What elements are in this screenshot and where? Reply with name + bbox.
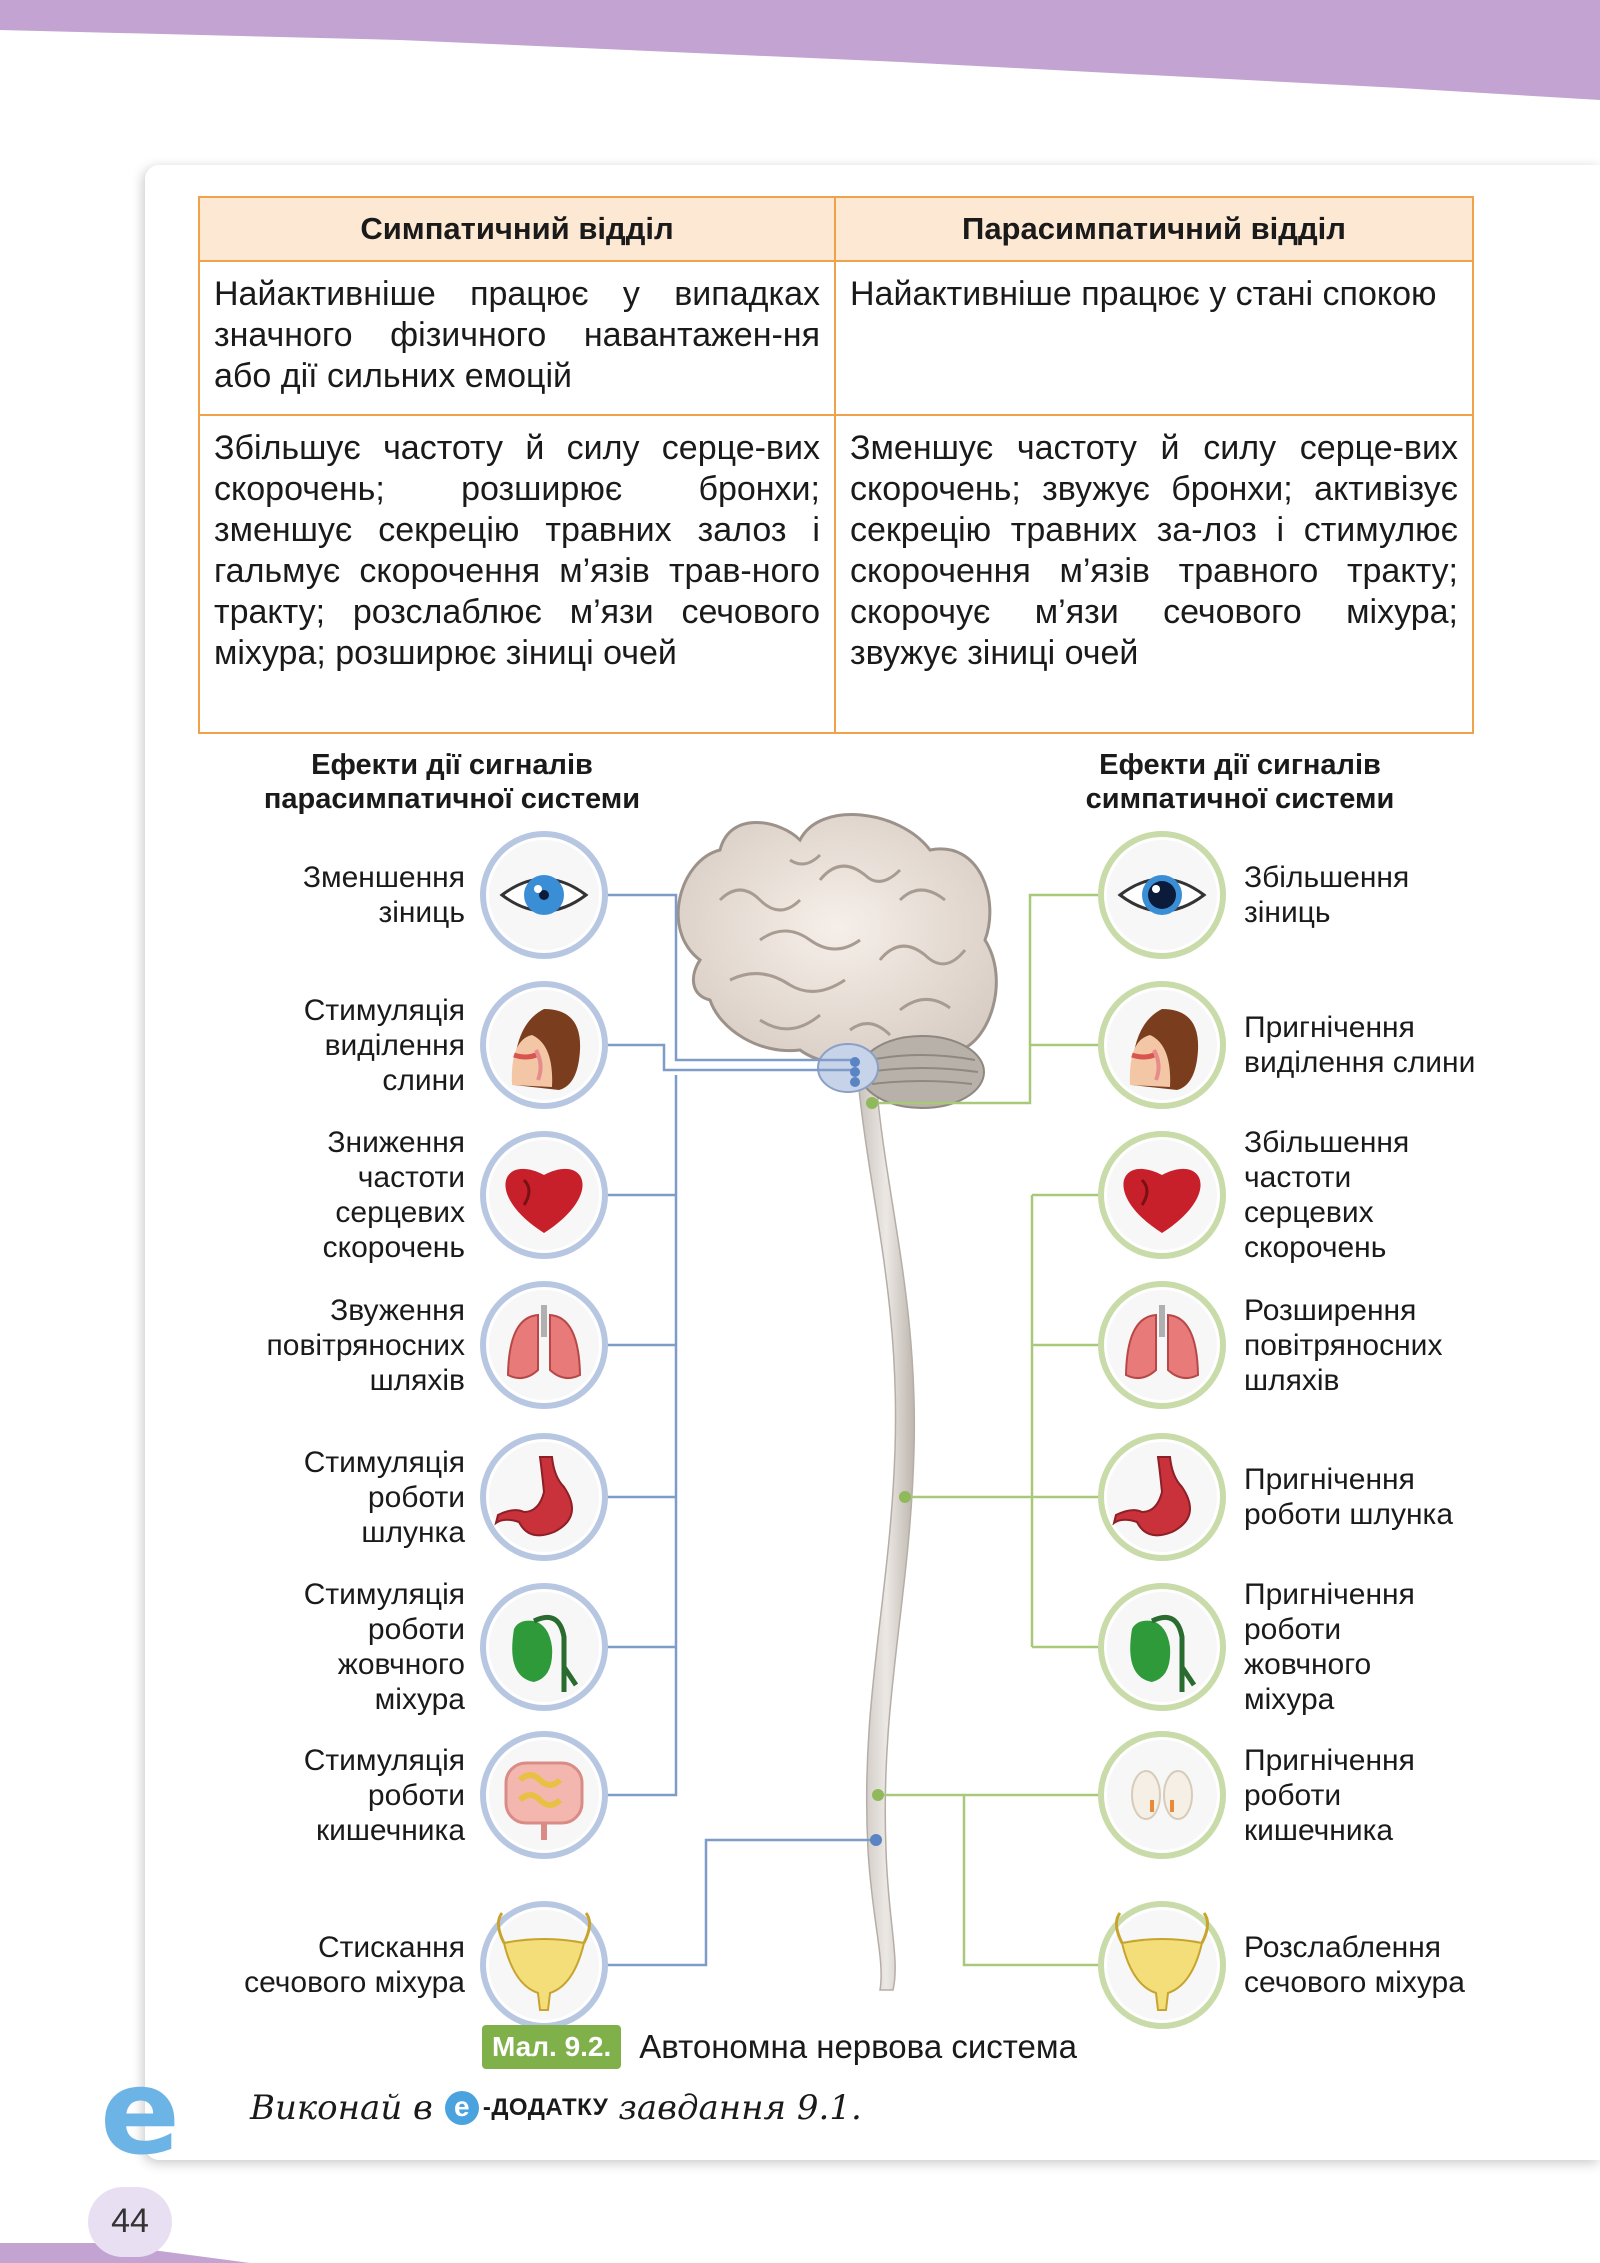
spinal-cord <box>858 1080 914 1990</box>
parasympathetic-effect-label <box>323 1125 465 1265</box>
parasympathetic-nerve-line <box>605 1075 676 1795</box>
e-addon-logo-icon: e <box>100 2043 181 2181</box>
label-line: роботи <box>1244 1613 1342 1646</box>
brain <box>678 815 996 1108</box>
label-line: шляхів <box>369 1363 465 1397</box>
label-line: Розслаблення <box>1244 1931 1442 1964</box>
label-line: Звуження <box>330 1293 465 1327</box>
parasympathetic-nerve-line <box>605 1840 876 1965</box>
label-line: Збільшення <box>1244 861 1410 894</box>
label-line: Розширення <box>1244 1293 1417 1327</box>
label-line: частоти <box>1244 1161 1352 1194</box>
figure-caption-text: Автономна нервова система <box>639 2028 1077 2065</box>
label-line: Зменшення <box>302 861 465 894</box>
parasympathetic-organ-circle <box>483 1586 605 1708</box>
label-line: жовчного <box>1244 1648 1372 1681</box>
sympathetic-effect-label <box>1244 1743 1415 1848</box>
parasympathetic-effect-label <box>304 1577 465 1717</box>
label-line: міхура <box>1244 1683 1335 1716</box>
label-line: Стимуляція <box>303 1578 465 1611</box>
label-line: Пригнічення <box>1244 1011 1415 1044</box>
header-parasympathetic: Парасимпатичний відділ <box>835 197 1473 261</box>
nerve-node <box>850 1077 860 1087</box>
label-line: скорочень <box>1244 1231 1387 1264</box>
sympathetic-organ-circle <box>1101 1586 1223 1708</box>
bottom-decor-band <box>0 2183 1600 2263</box>
sympathetic-effect-label <box>1244 1293 1442 1398</box>
sympathetic-effect-label <box>1244 1930 1465 2000</box>
nerve-node <box>899 1491 911 1503</box>
parasympathetic-effect-label <box>304 1743 465 1848</box>
sympathetic-organ-circle <box>1101 1284 1223 1406</box>
parasympathetic-organ-circle <box>483 1134 605 1256</box>
label-line: виділення <box>324 1028 465 1062</box>
sympathetic-organ-circle <box>1101 1134 1223 1256</box>
nerve-node <box>850 1067 860 1077</box>
task-addon: -ДОДАТКУ <box>482 2094 609 2121</box>
sympathetic-effect-label <box>1244 1462 1453 1532</box>
label-line: зіниць <box>1244 896 1331 929</box>
parasympathetic-organ-circle <box>483 1284 605 1406</box>
label-line: серцевих <box>335 1196 465 1229</box>
task-suffix: завдання 9.1. <box>618 2088 862 2128</box>
e-addon-icon: e <box>445 2091 479 2125</box>
label-line: частоти <box>357 1161 465 1194</box>
parasympathetic-organ-circle <box>483 834 605 956</box>
table-cell: Зменшує частоту й силу серце-вих скорочень; звужує бронхи; активізує секрецію травних за-лоз і стимулює скорочення м’язів травного тракту; скорочує м’язи сечового міхура; звужує зіниці очей <box>835 415 1473 733</box>
label-line: виділення слини <box>1244 1046 1476 1079</box>
sympathetic-effect-label <box>1244 1577 1415 1717</box>
label-line: Стимуляція <box>303 993 465 1027</box>
label-line: слини <box>382 1063 465 1097</box>
label-line: Пригнічення <box>1244 1743 1415 1777</box>
label-line: повітряносних <box>1244 1328 1443 1362</box>
label-line: роботи шлунка <box>1244 1498 1454 1531</box>
parasympathetic-effect-label <box>304 993 465 1098</box>
sympathetic-nerve-line <box>905 1195 1032 1647</box>
label-line: кишечника <box>1244 1813 1394 1847</box>
label-line: міхура <box>374 1683 465 1716</box>
sympathetic-nerve-line <box>878 1795 1101 1965</box>
table-cell: Найактивніше працює у випадках значного фізичного навантажен-ня або дії сильних емоцій <box>199 261 835 415</box>
parasympathetic-organ-circle <box>483 1734 605 1856</box>
label-line: сечового міхура <box>244 1966 465 1999</box>
sympathetic-organ-circle <box>1101 1734 1223 1856</box>
label-line: скорочень <box>322 1231 465 1264</box>
nerve-node <box>872 1789 884 1801</box>
label-line: шляхів <box>1244 1363 1340 1397</box>
label-line: Пригнічення <box>1244 1578 1415 1611</box>
figure-number-badge: Мал. 9.2. <box>482 2025 621 2069</box>
task-prefix: Виконай в <box>250 2088 433 2128</box>
label-line: шлунка <box>361 1515 465 1549</box>
parasympathetic-organ-circle <box>483 1436 605 1558</box>
nerve-node <box>870 1834 882 1846</box>
sympathetic-effect-label <box>1244 1010 1475 1080</box>
right-title-line: симпатичної системи <box>1085 783 1395 815</box>
header-sympathetic: Симпатичний відділ <box>199 197 835 261</box>
label-line: роботи <box>367 1778 465 1812</box>
label-line: Зниження <box>327 1126 465 1159</box>
sympathetic-organ-circle <box>1101 834 1223 956</box>
label-line: Стимуляція <box>303 1743 465 1777</box>
task-instruction <box>250 2088 862 2128</box>
right-title-line: Ефекти дії сигналів <box>1099 749 1381 781</box>
label-line: жовчного <box>337 1648 465 1681</box>
label-line: зіниць <box>378 896 465 929</box>
page-number: 44 <box>88 2187 172 2257</box>
parasympathetic-effect-label <box>303 860 465 930</box>
brainstem <box>818 1044 878 1092</box>
sympathetic-effect-label <box>1244 1125 1409 1265</box>
left-title-line: парасимпатичної системи <box>263 783 641 815</box>
label-line: роботи <box>367 1613 465 1646</box>
parasympathetic-effect-label <box>304 1445 465 1550</box>
table-cell: Найактивніше працює у стані спокою <box>835 261 1473 415</box>
parasympathetic-organ-circle <box>483 1904 605 2026</box>
label-line: Збільшення <box>1244 1126 1410 1159</box>
sympathetic-organ-circle <box>1101 1436 1223 1558</box>
parasympathetic-effect-label <box>244 1930 465 2000</box>
label-line: роботи <box>367 1480 465 1514</box>
label-line: роботи <box>1244 1778 1342 1812</box>
sympathetic-organ-circle <box>1101 984 1223 1106</box>
nerve-node <box>866 1097 878 1109</box>
sympathetic-organ-circle <box>1101 1904 1223 2026</box>
cerebrum <box>678 815 996 1066</box>
left-title-line: Ефекти дії сигналів <box>311 749 593 781</box>
nerve-node <box>850 1057 860 1067</box>
parasympathetic-organ-circle <box>483 984 605 1106</box>
label-line: серцевих <box>1244 1196 1374 1229</box>
label-line: сечового міхура <box>1244 1966 1465 1999</box>
label-line: Стискання <box>317 1931 465 1964</box>
label-line: повітряносних <box>266 1328 465 1362</box>
figure-caption <box>482 2025 1077 2069</box>
parasympathetic-effect-label <box>267 1293 465 1398</box>
label-line: Стимуляція <box>303 1445 465 1479</box>
label-line: кишечника <box>315 1813 465 1847</box>
table-cell: Збільшує частоту й силу серце-вих скорочень; розширює бронхи; зменшує секрецію травних залоз і гальмує скорочення м’язів трав-ного тракту; розслаблює м’язи сечового міхура; розширює зіниці очей <box>199 415 835 733</box>
label-line: Пригнічення <box>1244 1463 1415 1496</box>
sympathetic-effect-label <box>1244 860 1409 930</box>
